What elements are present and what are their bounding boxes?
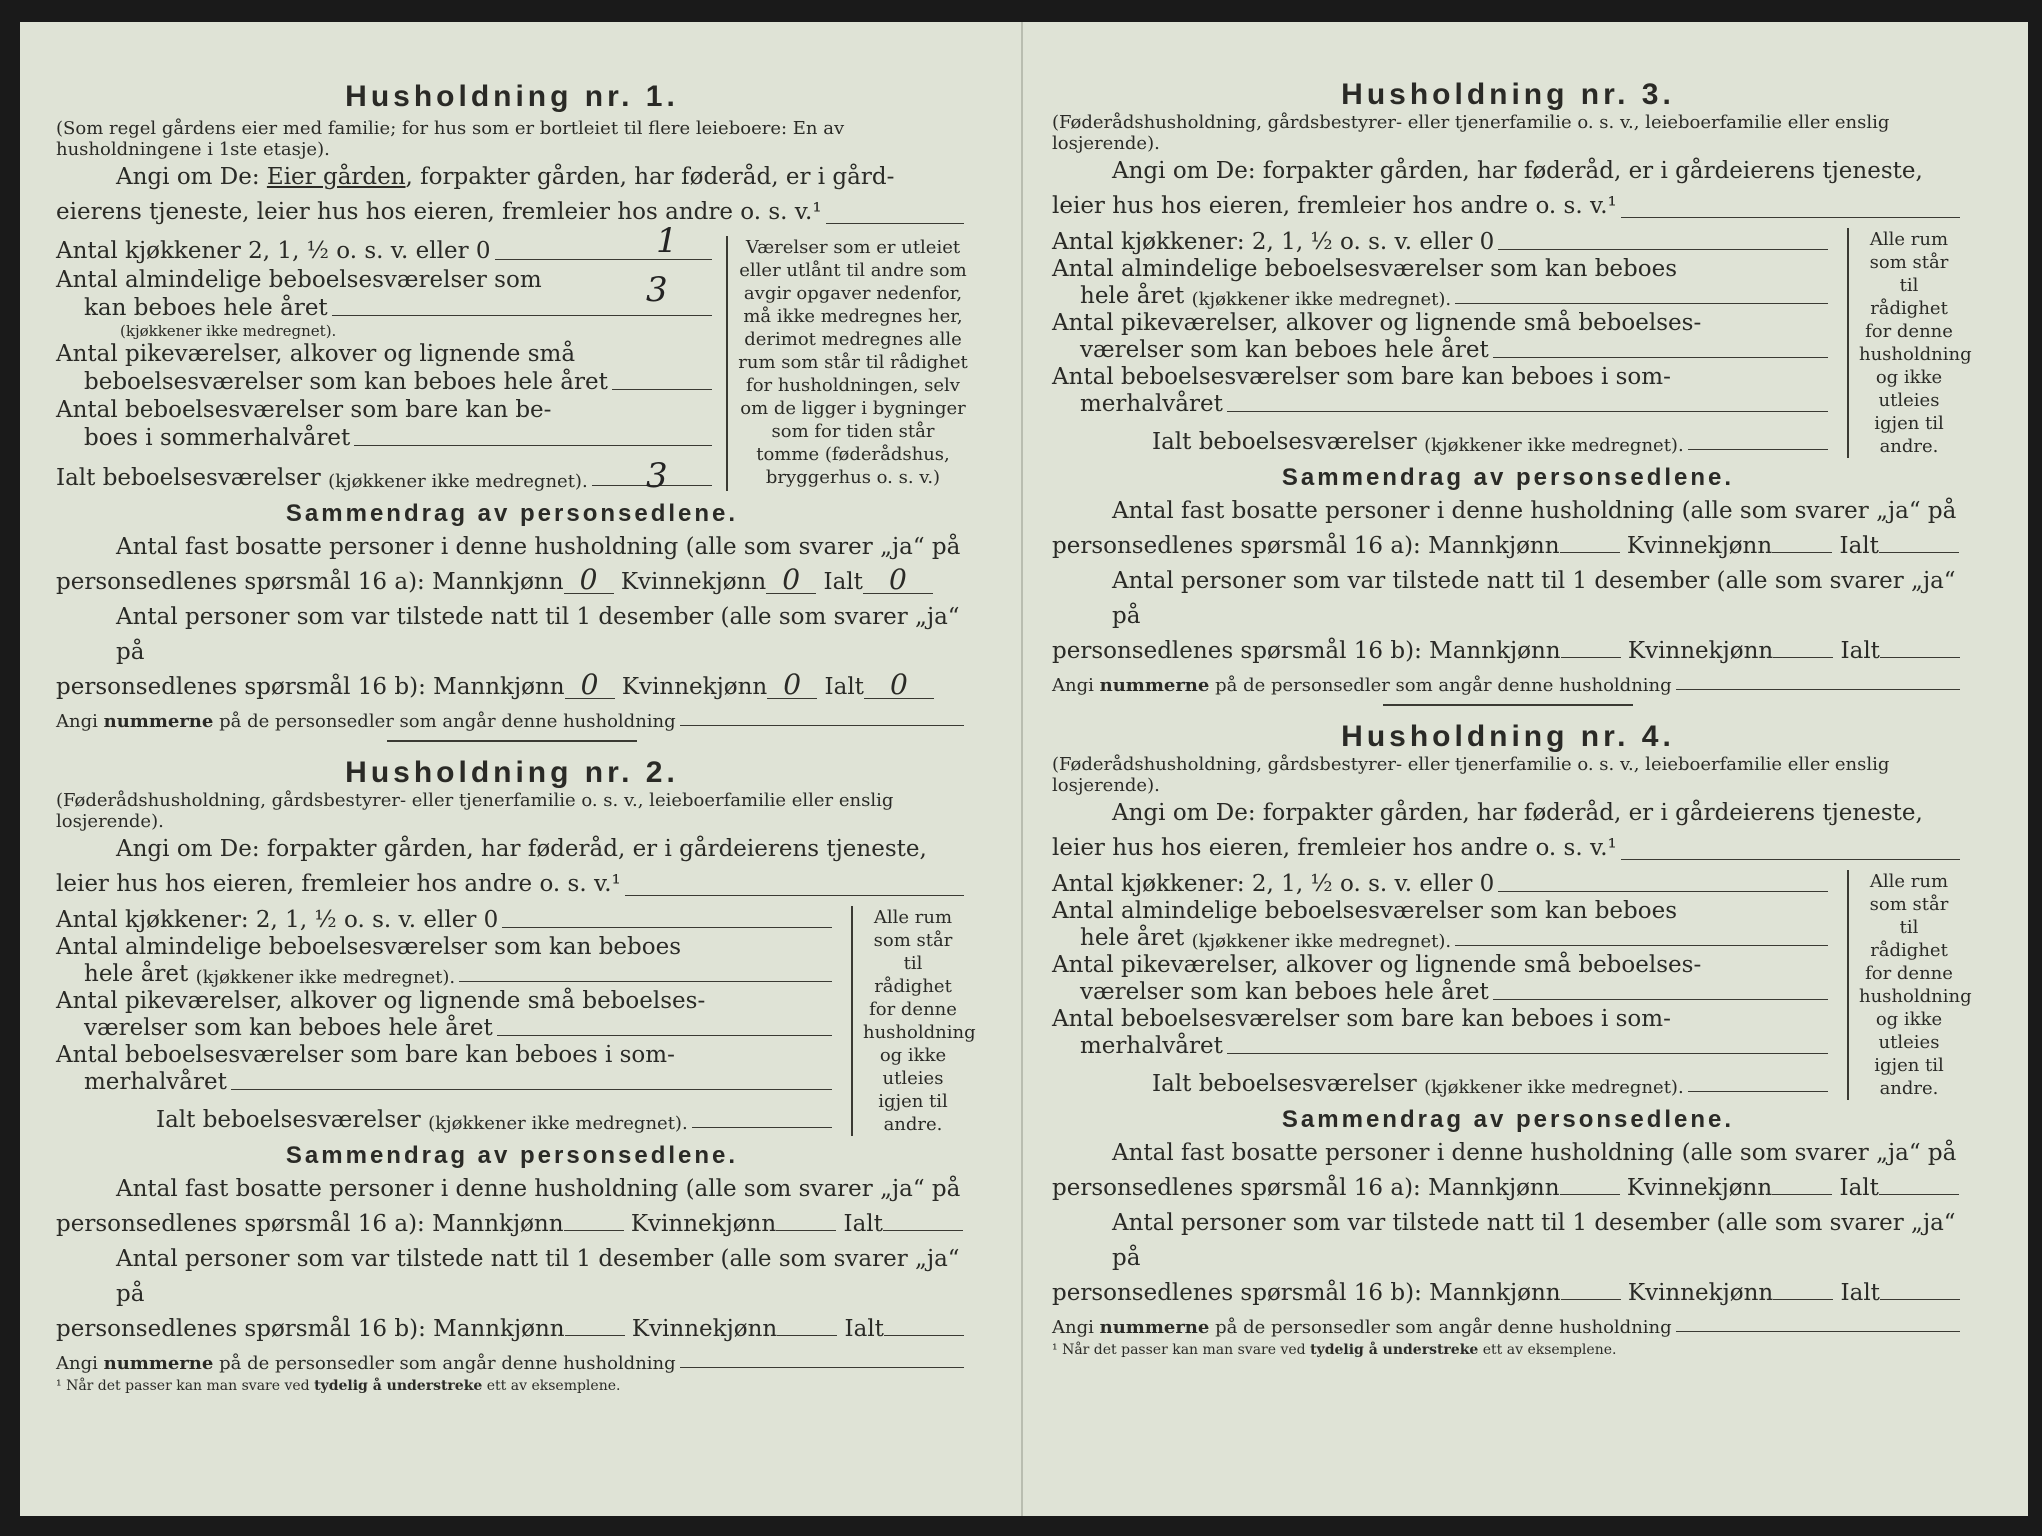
household-1-note: (Som regel gårdens eier med familie; for hus som er bortleiet til flere leieboere: En av husholdningene i 1ste etasje).	[56, 118, 845, 160]
household-3-rooms: Antal kjøkkener: 2, 1, ½ o. s. v. eller 0 Antal almindelige beboelsesværelser som kan beboes hele året (kjøkkener ikke medregnet). Antal pikeværelser, alkover og lignende små beboelses- værelser som kan beboes hele året Antal beboelsesværelser som bare kan beboes i som- merhalvåret Ialt beboelsesværelser (kjøkkener ikke medregnet). Alle rum som står til rådighet for denne husholdning og ikke utleies igjen til andre.	[1052, 229, 1972, 457]
rooms-value: 3	[646, 270, 668, 310]
total-rooms-value: 3	[646, 456, 668, 496]
household-1-angi: Angi om De: Eier gården, forpakter gården, har føderåd, er i gård-	[116, 164, 895, 190]
household-2-title: Husholdning nr. 2.	[345, 756, 679, 789]
household-1-summary-title: Sammendrag av personsedlene.	[285, 500, 739, 527]
household-4-title: Husholdning nr. 4.	[1341, 720, 1675, 753]
household-3-title: Husholdning nr. 3.	[1341, 78, 1675, 111]
owner-underlined: Eier gården	[266, 164, 406, 190]
household-1-title: Husholdning nr. 1.	[345, 80, 679, 113]
left-page: Husholdning nr. 1. (Som regel gårdens eier med familie; for hus som er bortleiet til flere leieboere: En av husholdningene i 1ste etasje). Angi om De: Eier gården, forpakter gården, har føderåd, er i gård- eierens tjeneste, leier hus hos eieren, fremleier hos andre o. s. v.¹ Antal kjøkkener 2, 1, ½ o. s. v. eller 0 1 Antal almindelige beboelsesværelser som kan beboes hele året 3 (kjøkkener ikke medregnet). Antal pikeværelser, alkover og lignende små beboelsesværelser som kan beboes hele året Antal beboelsesværelser som bare kan be- boes i sommerhalvåret Ialt beboelsesværelser (kjøkkener ikke medregnet). 3 Værelser som er utleiet eller utlånt til andre som avgir opgaver nedenfor, må ikke medregnes her, derimot medregnes alle rum som står til rådighet for husholdningen, selv om de ligger i bygninger som for tiden står tomme (føderådshus, bryggerhus o. s. v.) Sammendrag av personsedlene. Antal fast bosatte personer i denne husholdning (alle som svarer „ja“ på personsedlenes spørsmål 16 a): Mannkjønn 0 Kvinnekjønn 0 Ialt 0 Antal personer som var tilstede natt til 1 desember (alle som svarer „ja“ på personsedlenes spørsmål 16 b): Mannkjønn 0 Kvinnekjønn 0 Ialt 0 Angi nummerne på de personsedler som angår denne husholdning Husholdning nr. 2. (Føderådshusholdning, gårdsbestyrer- eller tjenerfamilie o. s. v., leieboerfamilie eller enslig losjerende). Angi om De: forpakter gården, har føderåd, er i gårdeierens tjeneste, leier hus hos eieren, fremleier hos andre o. s. v.¹ Antal kjøkkener: 2, 1, ½ o. s. v. eller 0 Antal almindelige beboelsesværelser som kan beboes hele året (kjøkkener ikke medregnet). Antal pikeværelser, alkover og lignende små beboelses- værelser som kan beboes hele året Antal beboelsesværelser som bare kan beboes i som- merhalvåret Ialt beboelsesværelser (kjøkkener ikke medregnet). Alle rum som står til rådighet for denne husholdning og ikke utleies igjen til andre. Sammendrag av personsedlene. Antal fast bosatte personer i denne husholdning (alle som svarer „ja“ på personsedlenes spørsmål 16 a): Mannkjønn Kvinnekjønn Ialt Antal personer som var tilstede natt til 1 desember (alle som svarer „ja“ på personsedlenes spørsmål 16 b): Mannkjønn Kvinnekjønn Ialt Angi nummerne på de personsedler som angår denne husholdning ¹ Når det passer kan man svare ved tydelig å understreke ett av eksemplene.	[56, 80, 976, 1394]
page-fold	[1021, 22, 1023, 1516]
household-1-side-note: Værelser som er utleiet eller utlånt til andre som avgir opgaver nedenfor, må ikke medregnes her, derimot medregnes alle rum som står til rådighet for husholdningen, selv om de ligger i bygninger som for tiden står tomme (føderådshus, bryggerhus o. s. v.)	[726, 236, 968, 491]
right-page: Husholdning nr. 3. (Føderådshusholdning, gårdsbestyrer- eller tjenerfamilie o. s. v., leieboerfamilie eller enslig losjerende). Angi om De: forpakter gården, har føderåd, er i gårdeierens tjeneste, leier hus hos eieren, fremleier hos andre o. s. v.¹ Antal kjøkkener: 2, 1, ½ o. s. v. eller 0 Antal almindelige beboelsesværelser som kan beboes hele året (kjøkkener ikke medregnet). Antal pikeværelser, alkover og lignende små beboelses- værelser som kan beboes hele året Antal beboelsesværelser som bare kan beboes i som- merhalvåret Ialt beboelsesværelser (kjøkkener ikke medregnet). Alle rum som står til rådighet for denne husholdning og ikke utleies igjen til andre. Sammendrag av personsedlene. Antal fast bosatte personer i denne husholdning (alle som svarer „ja“ på personsedlenes spørsmål 16 a): Mannkjønn Kvinnekjønn Ialt Antal personer som var tilstede natt til 1 desember (alle som svarer „ja“ på personsedlenes spørsmål 16 b): Mannkjønn Kvinnekjønn Ialt Angi nummerne på de personsedler som angår denne husholdning Husholdning nr. 4. (Føderådshusholdning, gårdsbestyrer- eller tjenerfamilie o. s. v., leieboerfamilie eller enslig losjerende). Angi om De: forpakter gården, har føderåd, er i gårdeierens tjeneste, leier hus hos eieren, fremleier hos andre o. s. v.¹ Antal kjøkkener: 2, 1, ½ o. s. v. eller 0 Antal almindelige beboelsesværelser som kan beboes hele året (kjøkkener ikke medregnet). Antal pikeværelser, alkover og lignende små beboelses- værelser som kan beboes hele året Antal beboelsesværelser som bare kan beboes i som- merhalvåret Ialt beboelsesværelser (kjøkkener ikke medregnet). Alle rum som står til rådighet for denne husholdning og ikke utleies igjen til andre. Sammendrag av personsedlene. Antal fast bosatte personer i denne husholdning (alle som svarer „ja“ på personsedlenes spørsmål 16 a): Mannkjønn Kvinnekjønn Ialt Antal personer som var tilstede natt til 1 desember (alle som svarer „ja“ på personsedlenes spørsmål 16 b): Mannkjønn Kvinnekjønn Ialt Angi nummerne på de personsedler som angår denne husholdning ¹ Når det passer kan man svare ved tydelig å understreke ett av eksemplene.	[1052, 78, 1972, 1358]
household-1-rooms: Antal kjøkkener 2, 1, ½ o. s. v. eller 0 1 Antal almindelige beboelsesværelser som kan beboes hele året 3 (kjøkkener ikke medregnet). Antal pikeværelser, alkover og lignende små beboelsesværelser som kan beboes hele året Antal beboelsesværelser som bare kan be- boes i sommerhalvåret Ialt beboelsesværelser (kjøkkener ikke medregnet). 3 Værelser som er utleiet eller utlånt til andre som avgir opgaver nedenfor, må ikke medregnes her, derimot medregnes alle rum som står til rådighet for husholdningen, selv om de ligger i bygninger som for tiden står tomme (føderådshus, bryggerhus o. s. v.)	[56, 221, 968, 496]
household-2-rooms: Antal kjøkkener: 2, 1, ½ o. s. v. eller 0 Antal almindelige beboelsesværelser som kan beboes hele året (kjøkkener ikke medregnet). Antal pikeværelser, alkover og lignende små beboelses- værelser som kan beboes hele året Antal beboelsesværelser som bare kan beboes i som- merhalvåret Ialt beboelsesværelser (kjøkkener ikke medregnet). Alle rum som står til rådighet for denne husholdning og ikke utleies igjen til andre.	[56, 907, 976, 1135]
kitchens-value: 1	[656, 221, 678, 261]
household-4-rooms: Antal kjøkkener: 2, 1, ½ o. s. v. eller 0 Antal almindelige beboelsesværelser som kan beboes hele året (kjøkkener ikke medregnet). Antal pikeværelser, alkover og lignende små beboelses- værelser som kan beboes hele året Antal beboelsesværelser som bare kan beboes i som- merhalvåret Ialt beboelsesværelser (kjøkkener ikke medregnet). Alle rum som står til rådighet for denne husholdning og ikke utleies igjen til andre.	[1052, 871, 1972, 1099]
